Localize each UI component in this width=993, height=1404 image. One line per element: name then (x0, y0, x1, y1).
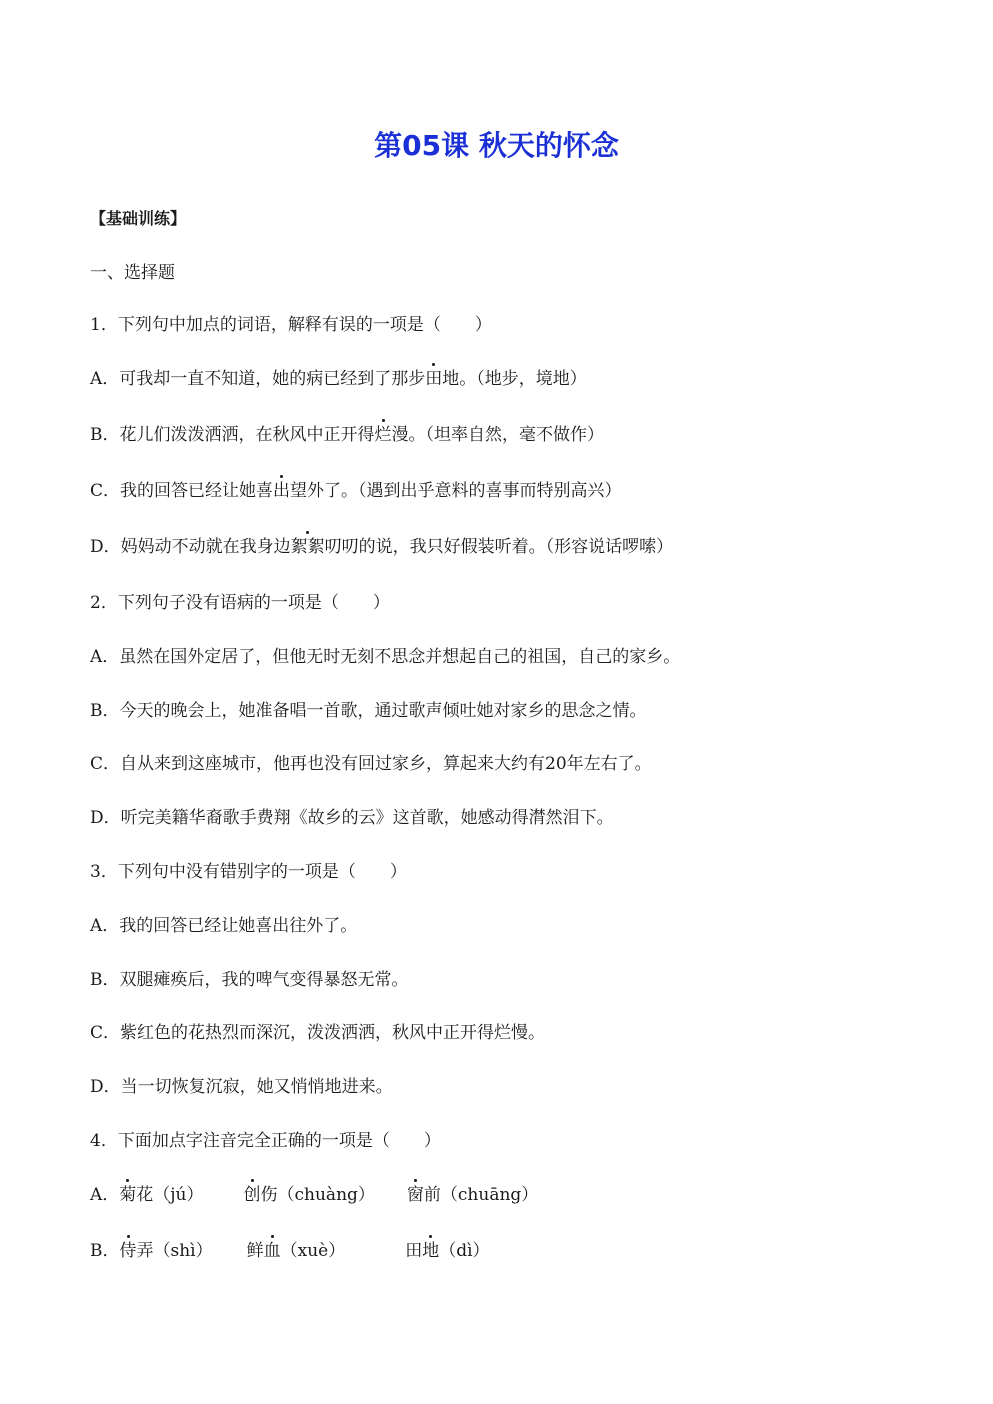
q3-option-d: D．当一切恢复沉寂，她又悄悄地进来。 (90, 1077, 393, 1097)
q3-option-a: A．我的回答已经让她喜出往外了。 (90, 916, 358, 936)
dotted-char: 血 (263, 1241, 281, 1261)
q3-option-c: C．紫红色的花热烈而深沉，泼泼洒洒，秋风中正开得烂慢。 (90, 1023, 546, 1043)
q4-option-a: A．菊花（jú） 创伤（chuàng） 窗前（chuāng） (90, 1185, 539, 1205)
question-1-stem: 1．下列句中加点的词语，解释有误的一项是（ ） (90, 315, 492, 335)
dotted-char: 絮絮 (290, 537, 325, 557)
dotted-char: 烂 (374, 425, 392, 445)
q1-option-d: D．妈妈动不动就在我身边絮絮叨叨的说，我只好假装听着。（形容说话啰嗦） (90, 537, 674, 557)
q2-option-a: A．虽然在国外定居了，但他无时无刻不思念并想起自己的祖国，自己的家乡。 (90, 647, 681, 667)
dotted-char: 出 (273, 481, 291, 501)
q1-option-a: A．可我却一直不知道，她的病已经到了那步田地。（地步，境地） (90, 369, 587, 389)
q1-option-b: B．花儿们泼泼洒洒，在秋风中正开得烂漫。（坦率自然，毫不做作） (90, 425, 604, 445)
question-4-stem: 4．下面加点字注音完全正确的一项是（ ） (90, 1131, 441, 1151)
dotted-char: 菊 (119, 1185, 137, 1205)
dotted-char: 创 (243, 1185, 261, 1205)
dotted-char: 地 (422, 1241, 440, 1261)
dotted-char: 窗 (406, 1185, 424, 1205)
dotted-char: 田 (425, 369, 443, 389)
dotted-char: 侍 (119, 1241, 137, 1261)
question-3-stem: 3．下列句中没有错别字的一项是（ ） (90, 862, 407, 882)
page-title: 第05课 秋天的怀念 (374, 129, 619, 162)
q3-option-b: B．双腿瘫痪后，我的啤气变得暴怒无常。 (90, 970, 409, 990)
q4-option-b: B．侍弄（shì） 鲜血（xuè） 田地（dì） (90, 1241, 490, 1261)
q1-option-c: C．我的回答已经让她喜出望外了。（遇到出乎意料的喜事而特别高兴） (90, 481, 622, 501)
part-heading: 一、选择题 (90, 263, 175, 283)
q2-option-c: C．自从来到这座城市，他再也没有回过家乡，算起来大约有20年左右了。 (90, 754, 652, 774)
q2-option-d: D．听完美籍华裔歌手费翔《故乡的云》这首歌，她感动得潸然泪下。 (90, 808, 614, 828)
section-label: 【基础训练】 (90, 209, 187, 228)
q2-option-b: B．今天的晚会上，她准备唱一首歌，通过歌声倾吐她对家乡的思念之情。 (90, 701, 647, 721)
question-2-stem: 2．下列句子没有语病的一项是（ ） (90, 593, 390, 613)
